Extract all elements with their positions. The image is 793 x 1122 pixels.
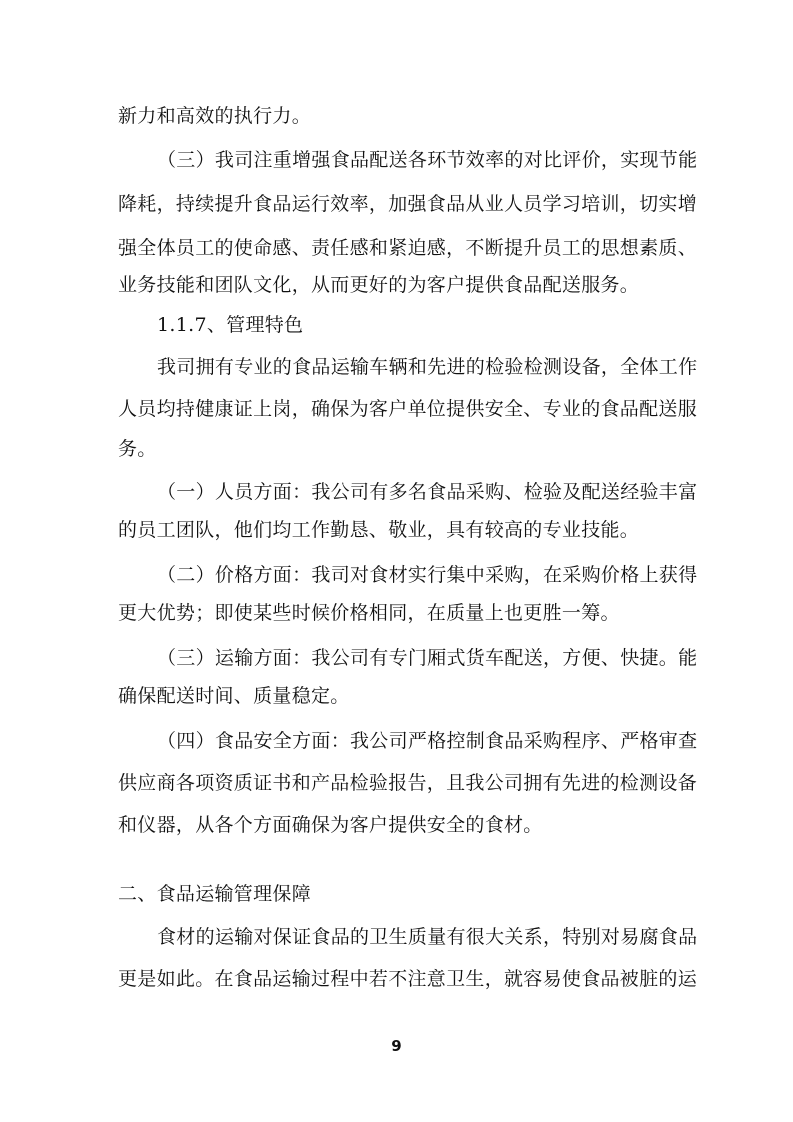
text-line: （三）运输方面：我公司有专门厢式货车配送，方便、快捷。能 — [157, 647, 698, 669]
text-line: 降耗，持续提升食品运行效率，加强食品从业人员学习培训，切实增 — [118, 193, 698, 215]
text-line: 供应商各项资质证书和产品检验报告，且我公司拥有先进的检测设备 — [118, 772, 698, 794]
text-line: 我司拥有专业的食品运输车辆和先进的检验检测设备，全体工作 — [157, 356, 698, 378]
text-line: （二）价格方面：我司对食材实行集中采购，在采购价格上获得 — [157, 564, 698, 586]
text-line: 业务技能和团队文化，从而更好的为客户提供食品配送服务。 — [118, 274, 640, 296]
text-line: 和仪器，从各个方面确保为客户提供安全的食材。 — [118, 814, 543, 836]
text-line: 更是如此。在食品运输过程中若不注意卫生，就容易使食品被脏的运 — [118, 968, 698, 990]
text-line: （四）食品安全方面：我公司严格控制食品采购程序、严格审查 — [157, 730, 698, 752]
text-line: （一）人员方面：我公司有多名食品采购、检验及配送经验丰富 — [157, 481, 698, 503]
section-heading: 二、食品运输管理保障 — [118, 883, 312, 905]
text-line: 人员均持健康证上岗，确保为客户单位提供安全、专业的食品配送服 — [118, 398, 698, 420]
text-line: 食材的运输对保证食品的卫生质量有很大关系，特别对易腐食品 — [157, 926, 698, 948]
text-line: （三）我司注重增强食品配送各环节效率的对比评价，实现节能 — [157, 149, 698, 171]
section-heading: 1.1.7、管理特色 — [157, 314, 304, 336]
text-line: 新力和高效的执行力。 — [118, 105, 312, 127]
text-line: 务。 — [118, 438, 157, 460]
page-number: 9 — [391, 1037, 402, 1055]
text-line: 更大优势；即使某些时候价格相同，在质量上也更胜一筹。 — [118, 602, 620, 624]
text-line: 的员工团队，他们均工作勤恳、敬业，具有较高的专业技能。 — [118, 519, 640, 541]
text-line: 确保配送时间、质量稳定。 — [118, 685, 350, 707]
text-line: 强全体员工的使命感、责任感和紧迫感，不断提升员工的思想素质、 — [118, 237, 698, 259]
